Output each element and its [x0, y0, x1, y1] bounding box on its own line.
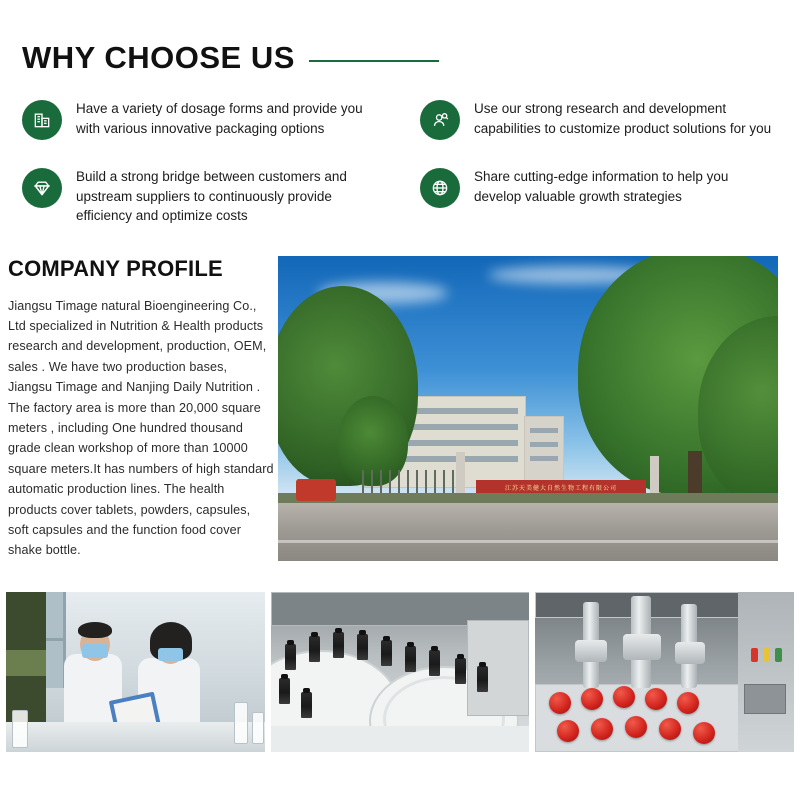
bottle-item — [477, 666, 488, 692]
red-banner: 江苏天美健大自然生物工程有限公司 — [476, 480, 646, 496]
feature-text: Build a strong bridge between customers and upstream suppliers to continuously provide efficiency and optimize costs — [76, 169, 347, 224]
window-band — [530, 456, 558, 461]
bottle-item — [279, 678, 290, 704]
company-profile-body: Jiangsu Timage natural Bioengineering Co., Ltd specialized in Nutrition & Health products research and development, production, OEM, sales . We have two production bases, Jiangsu Timage and Nanjing Daily Nutrition . The factory area is more than 20,000 square meters , including One hundred thousand grade clean workshop of more than 10000 square meters.It has numbers of high standard automatic production lines. The health products cover tablets, powders, capsules, soft capsules and the function food cover shake bottle. — [8, 298, 274, 558]
machine-guard — [467, 620, 529, 716]
title-underline-rule — [309, 60, 439, 62]
capping-machine-photo — [535, 592, 794, 752]
company-profile-section — [0, 256, 800, 561]
feature-item-information-sharing — [420, 166, 778, 226]
window-band — [530, 442, 558, 447]
indicator-light-yellow[interactable] — [763, 648, 770, 662]
control-panel — [738, 592, 794, 752]
bottle-item — [333, 632, 344, 658]
bottle-item — [405, 646, 416, 672]
bottle-item — [455, 658, 466, 684]
factory-exterior-photo — [278, 256, 778, 561]
diamond-icon — [22, 168, 62, 208]
feature-item-rnd-capabilities — [420, 98, 778, 140]
gallery-strip — [6, 592, 794, 752]
building-wing — [524, 416, 564, 488]
indicator-light-green[interactable] — [775, 648, 782, 662]
why-choose-us-header — [22, 40, 778, 76]
window-band — [394, 440, 518, 446]
lab-bench — [6, 722, 265, 752]
indicator-light-red[interactable] — [751, 648, 758, 662]
feature-text: Have a variety of dosage forms and provide you with various innovative packaging options — [76, 101, 363, 136]
lab-wall-panel — [6, 650, 46, 676]
research-person-icon — [420, 100, 460, 140]
capping-head — [675, 642, 705, 664]
globe-icon — [420, 168, 460, 208]
feature-grid — [22, 98, 778, 226]
face-mask-icon — [158, 648, 183, 661]
road-marking — [278, 540, 778, 543]
road-ground — [278, 503, 778, 561]
company-profile-title: COMPANY PROFILE — [8, 255, 223, 281]
bottle-item — [429, 650, 440, 676]
factory-icon — [22, 100, 62, 140]
bottle-item — [309, 636, 320, 662]
bottle-item — [381, 640, 392, 666]
control-screen[interactable] — [744, 684, 786, 714]
why-choose-us-title: WHY CHOOSE US — [22, 40, 295, 75]
feature-text: Share cutting-edge information to help you develop valuable growth strategies — [474, 169, 729, 204]
lab-technicians-photo — [6, 592, 265, 752]
window-band — [530, 428, 558, 433]
hedge-row — [278, 493, 778, 503]
capping-head — [575, 640, 607, 662]
bottle-item — [285, 644, 296, 670]
reagent-bottle — [252, 712, 264, 744]
parked-vehicle — [296, 479, 336, 501]
capping-head — [623, 634, 661, 660]
feature-text: Use our strong research and development capabilities to customize product solutions for you — [474, 101, 772, 136]
face-mask-icon — [82, 644, 108, 658]
why-choose-us-section — [0, 0, 800, 226]
reagent-bottle — [234, 702, 248, 744]
lab-person-hair — [78, 622, 112, 638]
feature-item-dosage-forms — [22, 98, 380, 140]
bottle-filling-line-photo — [271, 592, 530, 752]
company-profile-text-column — [6, 256, 274, 561]
feature-item-supplier-bridge — [22, 166, 380, 226]
bottle-item — [357, 634, 368, 660]
reagent-bottle — [12, 710, 28, 748]
bottle-item — [301, 692, 312, 718]
machine-base — [271, 726, 530, 752]
